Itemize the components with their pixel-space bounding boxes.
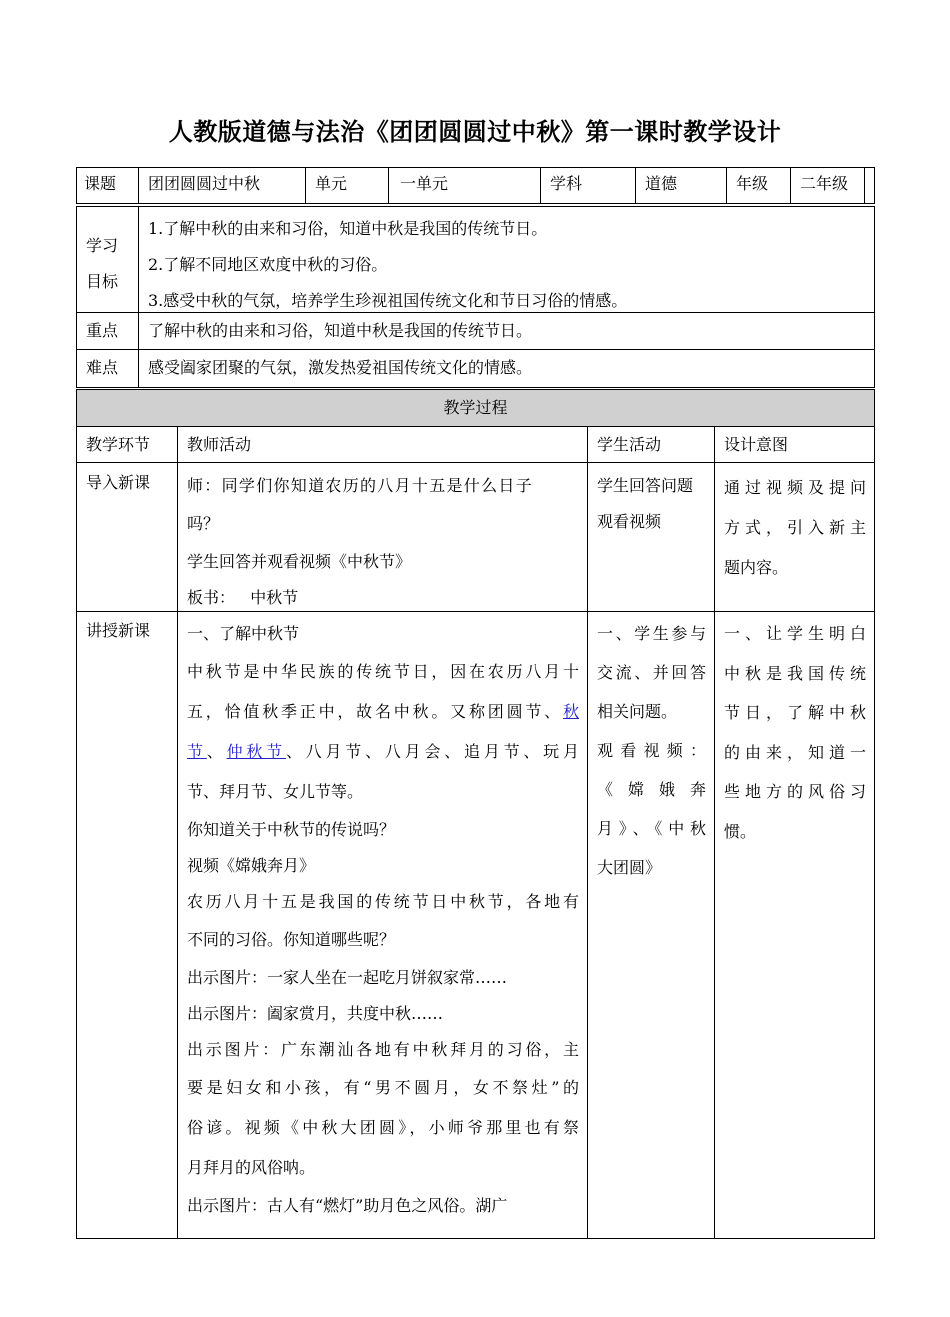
row2-intent-line: 些地方的风俗习: [724, 782, 866, 801]
column-header-student: 学生活动: [597, 435, 662, 454]
row1-teacher-line: 师：同学们你知道农历的八月十五是什么日子: [187, 476, 534, 495]
row2-teacher-line: 出示图片：广东潮汕各地有中秋拜月的习俗，主: [187, 1040, 579, 1059]
row1-intent: [716, 464, 874, 592]
row2-teacher-line: 出示图片：古人有“燃灯”助月色之风俗。湖广: [187, 1196, 508, 1215]
difficulty-text: 感受阖家团聚的气氛，激发热爱祖国传统文化的情感。: [148, 358, 533, 377]
row2-intent-line: 一、让学生明白: [724, 624, 866, 643]
grade-value: 二年级: [800, 174, 849, 193]
objective-item: 2.了解不同地区欢度中秋的习俗。: [148, 255, 388, 274]
row2-teacher-text: 五，恰值秋季正中，故名中秋。又称团圆节、: [187, 702, 563, 721]
key-point-text: 了解中秋的由来和习俗，知道中秋是我国的传统节日。: [148, 321, 533, 340]
key-point-label: 重点: [86, 321, 119, 340]
process-header: 教学过程: [443, 398, 508, 417]
column-header-teacher: 教师活动: [187, 435, 252, 454]
row2-student-line: 交流、并回答: [597, 663, 706, 682]
row2-teacher-line: 出示图片：一家人坐在一起吃月饼叙家常……: [187, 968, 508, 987]
row2-stage: 讲授新课: [86, 621, 151, 640]
row1-student-line: 学生回答问题: [597, 476, 694, 495]
row2-teacher-line: 视频《嫦娥奔月》: [187, 856, 316, 875]
row1-teacher-line: 吗？: [187, 514, 220, 533]
row2-teacher-line: 一、了解中秋节: [187, 624, 300, 643]
separator: 、: [206, 742, 227, 761]
row1-intent-line: 题内容。: [724, 558, 789, 577]
row2-intent-line: 惯。: [724, 821, 757, 841]
row2-teacher-line: 农历八月十五是我国的传统节日中秋节，各地有: [187, 892, 579, 911]
page-title: 人教版道德与法治《团团圆圆过中秋》第一课时教学设计: [168, 118, 782, 146]
row2-student-line: 观看视频：: [597, 741, 706, 760]
row2-teacher-line: 出示图片：阖家赏月，共度中秋……: [187, 1004, 444, 1023]
row2-teacher-line: 月拜月的风俗呐。: [187, 1158, 316, 1177]
subject-value: 道德: [645, 174, 678, 193]
row2-teacher-line: 要是妇女和小孩，有“男不圆月，女不祭灶”的: [187, 1078, 579, 1097]
row1-student-line: 观看视频: [597, 512, 662, 531]
grade-label: 年级: [736, 174, 769, 193]
objectives-label: [78, 224, 138, 304]
row2-teacher-line: 不同的习俗。你知道哪些呢？: [187, 930, 396, 949]
row2-intent-line: 中秋是我国传统: [724, 663, 866, 683]
row1-teacher-line: 学生回答并观看视频《中秋节》: [187, 552, 412, 571]
subject-label: 学科: [550, 174, 583, 193]
row2-teacher-line: 中秋节是中华民族的传统节日，因在农历八月十: [187, 662, 579, 681]
objectives-label-line2: 目标: [86, 272, 119, 291]
objectives-list: [140, 207, 874, 323]
row2-intent: [716, 610, 874, 855]
row2-intent-line: 的由来，知道一: [724, 742, 866, 762]
row2-student-line: 月》、《中秋: [597, 819, 706, 838]
column-header-intent: 设计意图: [724, 435, 789, 454]
row2-teacher-line: 节、拜月节、女儿节等。: [187, 782, 364, 801]
row1-intent-line: 方式，引入新主: [724, 518, 866, 537]
row2-teacher-line-with-link: [187, 692, 579, 732]
row1-stage: 导入新课: [86, 473, 151, 492]
qiu-festival-link-end[interactable]: 节: [187, 742, 207, 761]
unit-value: 一单元: [400, 174, 449, 193]
qiu-festival-link[interactable]: 秋: [562, 702, 579, 721]
row2-teacher-line: 俗谚。视频《中秋大团圆》，小师爷那里也有祭: [187, 1118, 579, 1137]
row1-teacher-line: 板书： 中秋节: [187, 588, 299, 607]
row2-teacher: [179, 612, 587, 1228]
row1-student: [589, 464, 714, 544]
row2-teacher-line-with-links: [187, 732, 579, 772]
unit-label: 单元: [315, 174, 348, 193]
difficulty-label: 难点: [86, 358, 119, 377]
row2-intent-line: 节日，了解中秋: [724, 703, 866, 722]
topic-label: 课题: [84, 174, 117, 193]
row1-teacher: [179, 464, 587, 620]
objectives-label-line1: 学习: [86, 236, 119, 255]
objective-item: 3.感受中秋的气氛，培养学生珍视祖国传统文化和节日习俗的情感。: [148, 291, 628, 310]
row2-student-line: 《嫦娥奔: [597, 780, 706, 799]
row2-student-line: 相关问题。: [597, 702, 678, 721]
zhongqiu-festival-link[interactable]: 仲秋节: [226, 742, 286, 761]
row2-student-line: 一、学生参与: [597, 624, 706, 643]
row2-student-line: 大团圆》: [597, 858, 662, 877]
topic-value: 团团圆圆过中秋: [148, 174, 261, 193]
objective-item: 1.了解中秋的由来和习俗，知道中秋是我国的传统节日。: [148, 219, 548, 238]
column-header-stage: 教学环节: [86, 435, 151, 454]
row2-teacher-text: 、八月节、八月会、追月节、玩月: [285, 742, 579, 761]
row2-teacher-line: 你知道关于中秋节的传说吗？: [187, 820, 396, 839]
row2-student: [589, 610, 714, 891]
row1-intent-line: 通过视频及提问: [724, 478, 866, 497]
